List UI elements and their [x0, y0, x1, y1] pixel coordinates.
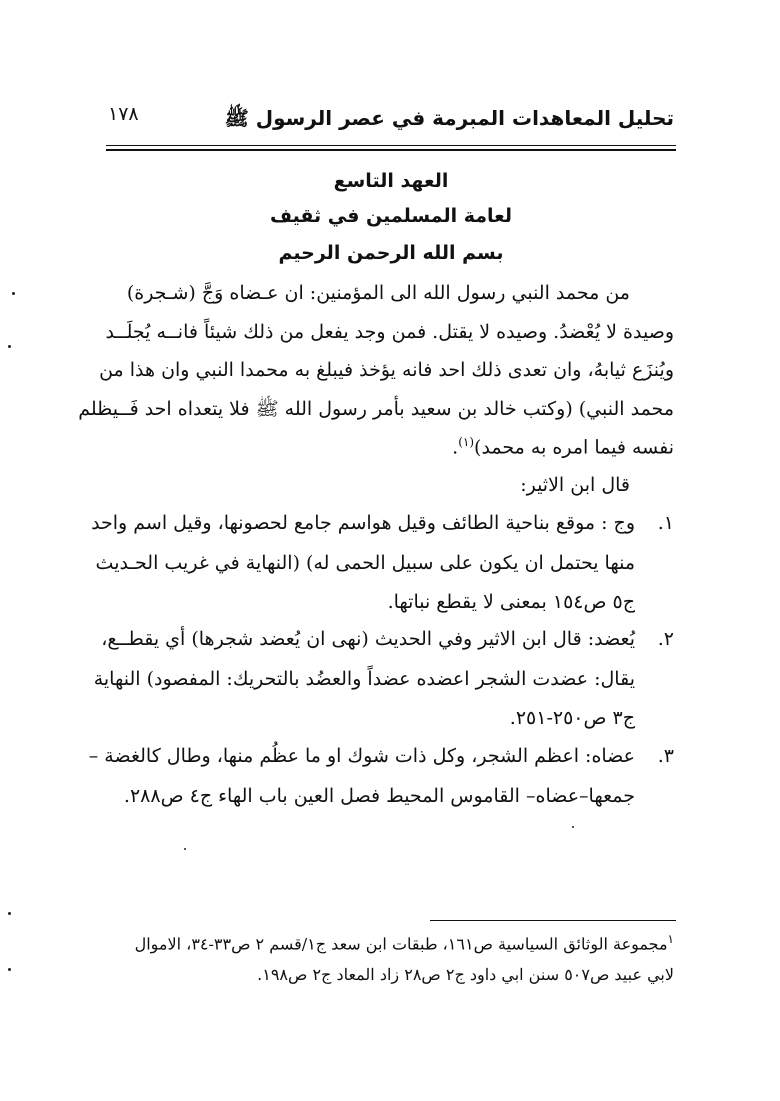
- basmala-heading: بسم الله الرحمن الرحيم: [278, 242, 504, 264]
- body-line-last: [452, 435, 674, 458]
- header-rule: [106, 145, 676, 146]
- section-subheading: لعامة المسلمين في ثقيف: [269, 205, 513, 227]
- note-line: منها يحتمل ان يكون على سبيل الحمى له) (النهاية في غريب الحـديث: [95, 552, 635, 574]
- footnote-text: مجموعة الوثائق السياسية ص١٦١، طبقات ابن سعد ج١/قسم ٢ ص٣٣-٣٤، الاموال: [134, 934, 668, 954]
- note-number: ٢.: [657, 628, 674, 650]
- scan-speck: [572, 826, 574, 828]
- running-header-title: تحليل المعاهدات المبرمة في عصر الرسول ﷺ: [224, 106, 674, 130]
- scan-speck: [12, 292, 15, 295]
- body-line: وصيدة لا يُعْضدُ. وصيده لا يقتل. فمن وجد يفعل من ذلك شيئاً فانــه يُجلَــد: [105, 321, 674, 343]
- body-line: من محمد النبي رسول الله الى المؤمنين: ان عـضاه وَجَّ (شـجرة): [126, 282, 630, 304]
- scan-speck: [8, 345, 11, 348]
- ibn-athir-label: قال ابن الاثير:: [520, 474, 630, 496]
- note-line: جمعها–عضاه– القاموس المحيط فصل العين باب الهاء ج٤ ص٢٨٨.: [123, 785, 635, 807]
- footnote-separator: [430, 920, 676, 921]
- header-rule-thick: [106, 149, 676, 151]
- footnote-line: [135, 932, 674, 953]
- body-line-text: نفسه فيما امره به محمد): [474, 436, 674, 459]
- note-line: ج٥ ص١٥٤ بمعنى لا يقطع نباتها.: [387, 591, 635, 613]
- note-line: يُعضد: قال ابن الاثير وفي الحديث (نهى ان يُعضد شجرها) أي يقطــع،: [101, 628, 635, 650]
- body-line: محمد النبي) (وكتب خالد بن سعيد بأمر رسول الله ﷺ فلا يتعداه احد فَــيظلم: [78, 398, 674, 420]
- note-line: عضاه: اعظم الشجر، وكل ذات شوك او ما عظُم منها، وطال كالغضة –: [88, 745, 635, 767]
- body-line-end: .: [452, 436, 459, 459]
- scan-speck: [8, 912, 11, 915]
- note-number: ١.: [657, 512, 674, 534]
- body-line: ويُنزَع ثيابهُ، وان تعدى ذلك احد فانه يؤخذ فيبلغ به محمدا النبي وان هذا من: [99, 359, 674, 381]
- note-line: وج : موقع بناحية الطائف وقيل هواسم جامع لحصونها، وقيل اسم واحد: [91, 512, 635, 534]
- page-number: ١٧٨: [108, 103, 139, 125]
- footnote-line: لابي عبيد ص٥٠٧ سنن ابي داود ج٢ ص٢٨ زاد المعاد ج٢ ص١٩٨.: [257, 965, 674, 984]
- section-heading: العهد التاسع: [333, 170, 449, 192]
- scan-speck: [8, 968, 11, 971]
- note-number: ٣.: [657, 745, 674, 767]
- scan-speck: [184, 848, 186, 850]
- note-line: ج٣ ص٢٥٠-٢٥١.: [509, 707, 635, 729]
- footnote-reference: (١): [458, 435, 475, 449]
- note-line: يقال: عضدت الشجر اعضده عضداً والعضُد بالتحريك: المفصود) النهاية: [93, 668, 635, 690]
- footnote-marker: ١: [667, 932, 674, 946]
